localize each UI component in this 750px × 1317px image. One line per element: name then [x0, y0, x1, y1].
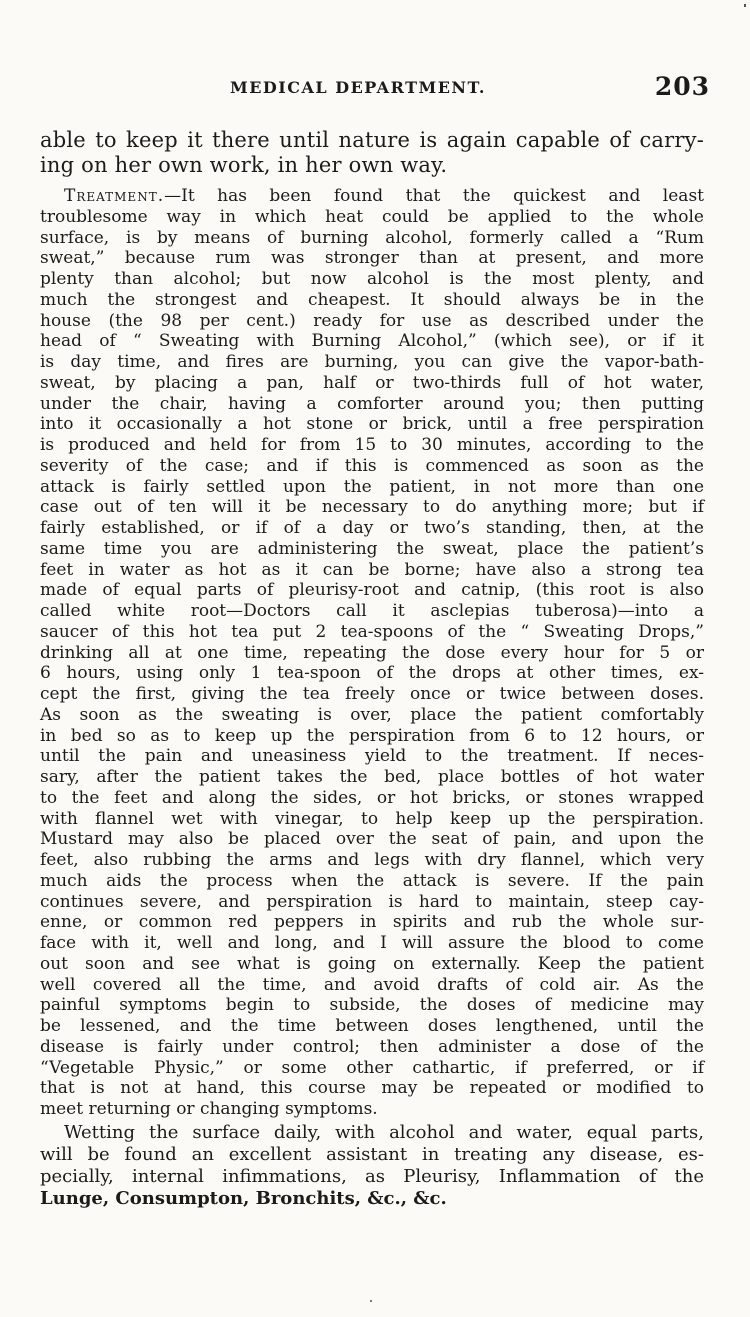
running-head — [40, 72, 710, 102]
text-line — [40, 186, 704, 207]
text-line: meet returning or changing symptoms. — [40, 1099, 378, 1119]
text-line: sweat,” because rum was stronger than at present, and more — [40, 248, 704, 269]
body-text — [40, 128, 704, 1228]
text-line: be lessened, and the time between doses lengthened, until the — [40, 1016, 704, 1036]
text-line: attack is fairly settled upon the patient, in not more than one — [40, 476, 704, 497]
text-line: is day time, and fires are burning, you can give the vapor-bath- — [40, 352, 704, 372]
text-line: disease is fairly under control; then administer a dose of the — [40, 1036, 704, 1057]
treatment-paragraph — [40, 186, 704, 1120]
text-line: painful symptoms begin to subside, the doses of medicine may — [40, 995, 704, 1016]
text-line: until the pain and uneasiness yield to the treatment. If neces- — [40, 746, 704, 767]
treatment-label: Treatment. — [64, 186, 165, 206]
ink-speck — [370, 1300, 372, 1302]
text-line: into it occasionally a hot stone or brick, until a free perspiration — [40, 414, 704, 435]
text-line: called white root—Doctors call it asclepias tuberosa)—into a — [40, 601, 704, 621]
text-line: Lunge, Consumpton, Bronchits, &c., &c. — [40, 1187, 447, 1209]
text-line: ing on her own work, in her own way. — [40, 153, 448, 177]
text-line: in bed so as to keep up the perspiration from 6 to 12 hours, or — [40, 725, 704, 746]
text-line: well covered all the time, and avoid drafts of cold air. As the — [40, 974, 704, 995]
lead-paragraph — [40, 128, 704, 178]
text-line: face with it, well and long, and I will assure the blood to come — [40, 933, 704, 953]
text-line: is produced and held for from 15 to 30 minutes, according to the — [40, 435, 704, 455]
text-line: made of equal parts of pleurisy-root and catnip, (this root is also — [40, 580, 704, 601]
closing-paragraph — [40, 1122, 704, 1210]
running-title: MEDICAL DEPARTMENT. — [230, 78, 486, 97]
text-line-rest: —It has been found that the quickest and least — [164, 186, 704, 206]
text-line: house (the 98 per cent.) ready for use as described under the — [40, 310, 704, 331]
text-line: with flannel wet with vinegar, to help keep up the perspiration. — [40, 808, 704, 829]
text-line: enne, or common red peppers in spirits and rub the whole sur- — [40, 912, 704, 933]
text-line: same time you are administering the sweat, place the patient’s — [40, 538, 704, 559]
text-line: drinking all at one time, repeating the dose every hour for 5 or — [40, 642, 704, 663]
text-line: cept the first, giving the tea freely once or twice between doses. — [40, 684, 704, 704]
text-line: Wetting the surface daily, with alcohol and water, equal parts, — [64, 1121, 704, 1143]
text-line: that is not at hand, this course may be repeated or modified to — [40, 1078, 704, 1099]
text-line: feet in water as hot as it can be borne; have also a strong tea — [40, 559, 704, 580]
text-line: case out of ten will it be necessary to do anything more; but if — [40, 497, 704, 518]
text-line: sary, after the patient takes the bed, place bottles of hot water — [40, 767, 704, 787]
text-line: under the chair, having a comforter around you; then putting — [40, 393, 704, 414]
ink-speck — [744, 4, 746, 7]
text-line: surface, is by means of burning alcohol, formerly called a “Rum — [40, 227, 704, 248]
text-line: As soon as the sweating is over, place the patient comfortably — [40, 704, 704, 725]
text-line: saucer of this hot tea put 2 tea-spoons of the “ Sweating Drops,” — [40, 621, 704, 642]
text-line: will be found an excellent assistant in treating any disease, es- — [40, 1143, 704, 1165]
text-line: feet, also rubbing the arms and legs with dry flannel, which very — [40, 850, 704, 870]
text-line: to the feet and along the sides, or hot bricks, or stones wrapped — [40, 787, 704, 808]
text-line: pecially, internal infimmations, as Pleurisy, Inflammation of the — [40, 1165, 704, 1187]
text-line: “Vegetable Physic,” or some other cathartic, if preferred, or if — [40, 1057, 704, 1078]
text-line: fairly established, or if of a day or two’s standing, then, at the — [40, 518, 704, 538]
text-line: continues severe, and perspiration is hard to maintain, steep cay- — [40, 891, 704, 912]
text-line: much aids the process when the attack is severe. If the pain — [40, 870, 704, 891]
text-line: able to keep it there until nature is again capable of carry- — [40, 128, 704, 152]
text-line: troublesome way in which heat could be applied to the whole — [40, 206, 704, 227]
text-line: out soon and see what is going on externally. Keep the patient — [40, 953, 704, 974]
text-line: 6 hours, using only 1 tea-spoon of the drops at other times, ex- — [40, 663, 704, 684]
text-line: plenty than alcohol; but now alcohol is the most plenty, and — [40, 269, 704, 289]
text-line: sweat, by placing a pan, half or two-thirds full of hot water, — [40, 372, 704, 393]
text-line: severity of the case; and if this is commenced as soon as the — [40, 455, 704, 476]
page-number: 203 — [654, 72, 710, 101]
text-line: head of “ Sweating with Burning Alcohol,” (which see), or if it — [40, 331, 704, 352]
text-line: Mustard may also be placed over the seat of pain, and upon the — [40, 829, 704, 850]
text-line: much the strongest and cheapest. It should always be in the — [40, 289, 704, 310]
